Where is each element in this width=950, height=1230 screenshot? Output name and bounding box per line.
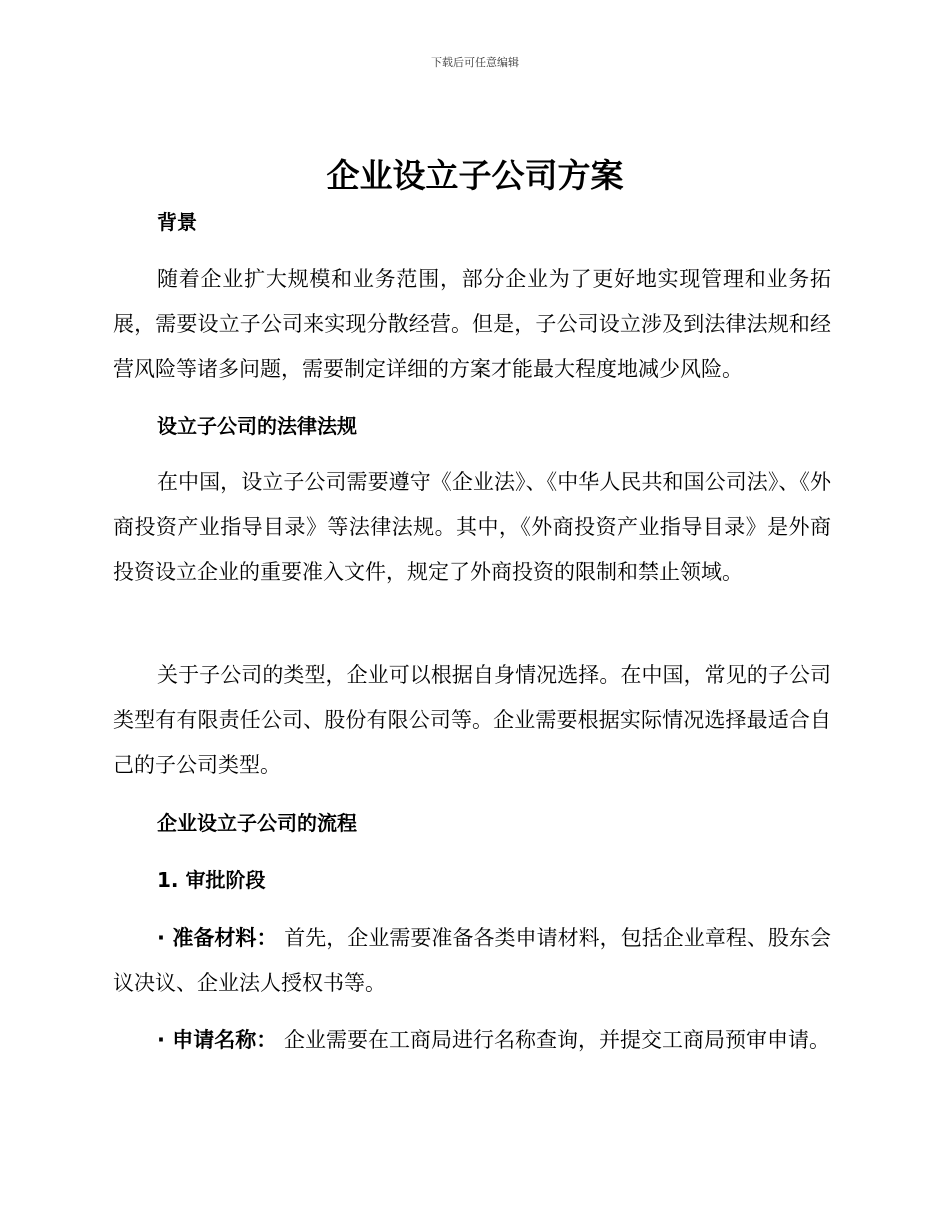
paragraph-laws-1: 在中国，设立子公司需要遵守《企业法》、《中华人民共和国公司法》、《外商投资产业指导目录》等法律法规。其中，《外商投资产业指导目录》是外商投资设立企业的重要准入文件，规定了外商投资的限制和禁止领域。 <box>113 470 831 584</box>
header-note: 下载后可任意编辑 <box>431 56 519 69</box>
paragraph-background: 随着企业扩大规模和业务范围，部分企业为了更好地实现管理和业务拓展，需要设立子公司来实现分散经营。但是，子公司设立涉及到法律法规和经营风险等诸多问题，需要制定详细的方案才能最大程度地减少风险。 <box>113 267 831 381</box>
section-heading-laws: 设立子公司的法律法规 <box>157 414 357 438</box>
paragraph-laws-2: 关于子公司的类型，企业可以根据自身情况选择。在中国，常见的子公司类型有有限责任公司、股份有限公司等。企业需要根据实际情况选择最适合自己的子公司类型。 <box>113 663 831 777</box>
list-item-prepare-materials <box>113 916 831 1006</box>
list-item-label: · 申请名称： <box>157 1028 278 1052</box>
section-heading-background: 背景 <box>157 210 197 234</box>
subsection-heading-approval: 1. 审批阶段 <box>157 868 266 892</box>
document-title: 企业设立子公司方案 <box>326 156 624 195</box>
list-item-text: 首先，企业需要准备各类申请材料，包括企业章程、股东会议决议、企业法人授权书等。 <box>113 926 831 995</box>
list-item-text: 企业需要在工商局进行名称查询，并提交工商局预审申请。 <box>277 1028 830 1052</box>
list-item-label: · 准备材料： <box>157 926 278 950</box>
section-heading-process: 企业设立子公司的流程 <box>157 811 357 835</box>
list-item-apply-name <box>113 1018 831 1063</box>
